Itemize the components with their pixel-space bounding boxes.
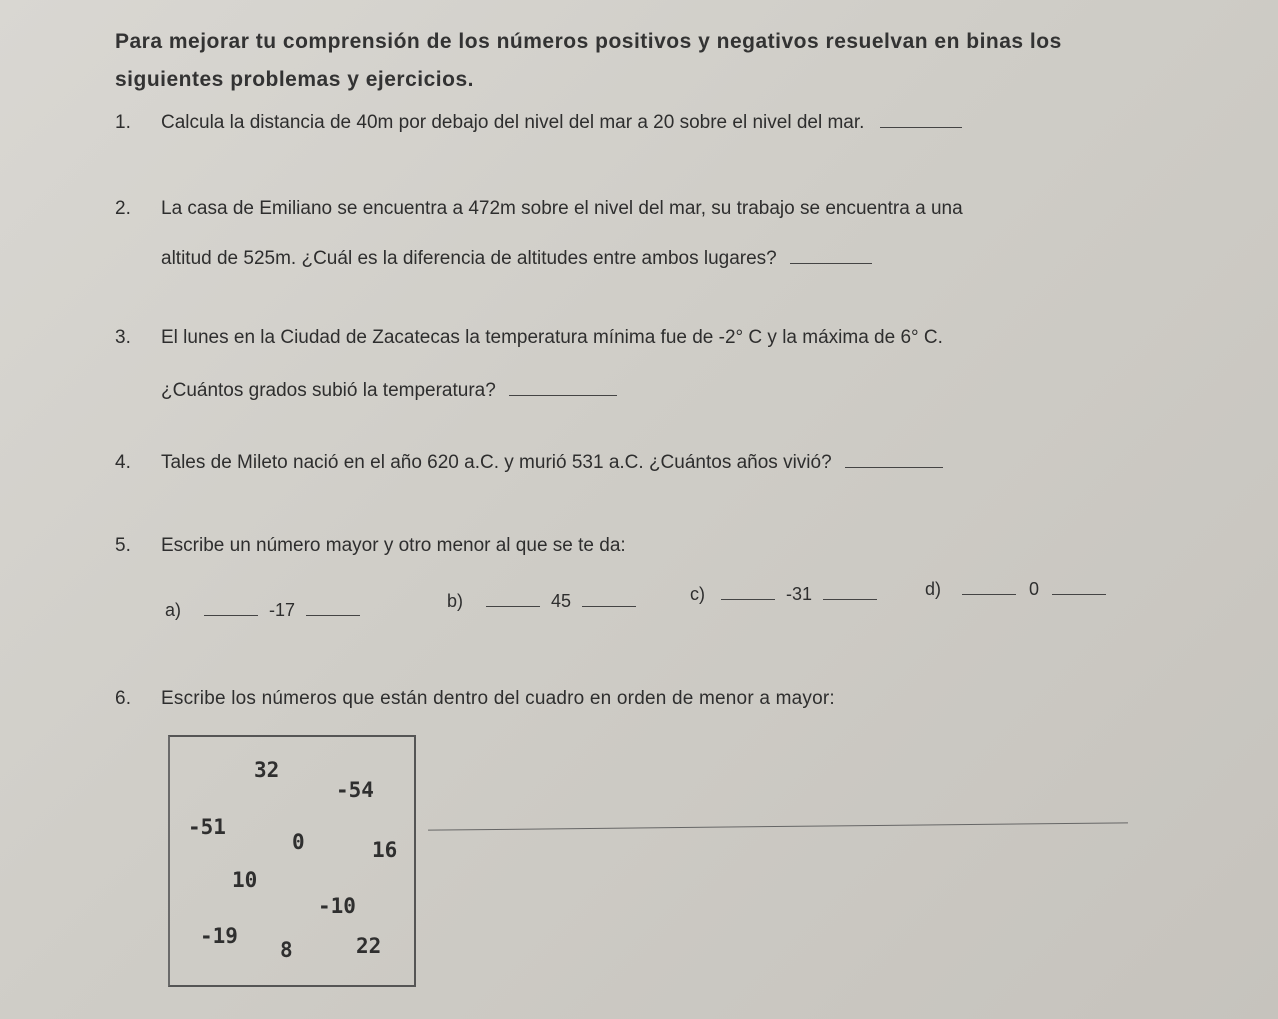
box-number: 0 xyxy=(292,830,305,854)
answer-blank[interactable] xyxy=(509,381,617,396)
box-number: 16 xyxy=(372,838,398,862)
question-number: 5. xyxy=(115,535,131,556)
question-2-line-1 xyxy=(115,198,963,220)
option-label: b) xyxy=(447,591,464,611)
question-text: Escribe los números que están dentro del cuadro en orden de menor a mayor: xyxy=(161,688,835,709)
question-text: Escribe un número mayor y otro menor al que se te da: xyxy=(161,535,626,556)
question-text: Tales de Mileto nació en el año 620 a.C. y murió 531 a.C. ¿Cuántos años vivió? xyxy=(161,452,832,473)
intro-line-1: Para mejorar tu comprensión de los números positivos y negativos resuelvan en binas los xyxy=(115,30,1062,53)
answer-blank[interactable] xyxy=(790,249,872,264)
box-number: -10 xyxy=(318,894,356,918)
intro-line-2: siguientes problemas y ejercicios. xyxy=(115,68,474,91)
question-number: 2. xyxy=(115,198,131,219)
answer-blank-lower[interactable] xyxy=(486,592,540,607)
option-value: 0 xyxy=(1029,579,1040,599)
option-label: d) xyxy=(925,579,942,599)
option-d xyxy=(925,579,1106,600)
option-label: c) xyxy=(690,584,705,604)
box-number: 22 xyxy=(356,934,382,958)
question-text: El lunes en la Ciudad de Zacatecas la temperatura mínima fue de -2° C y la máxima de 6° C. xyxy=(161,327,943,348)
question-4 xyxy=(115,452,943,474)
answer-blank-lower[interactable] xyxy=(962,580,1016,595)
question-number: 6. xyxy=(115,688,132,709)
question-3-line-1 xyxy=(115,327,943,349)
answer-blank[interactable] xyxy=(880,113,962,128)
answer-blank-higher[interactable] xyxy=(306,601,360,616)
option-a xyxy=(165,600,360,621)
option-c xyxy=(690,584,877,605)
answer-blank[interactable] xyxy=(845,453,943,468)
answer-blank-higher[interactable] xyxy=(582,592,636,607)
question-text: Calcula la distancia de 40m por debajo del nivel del mar a 20 sobre el nivel del mar. xyxy=(161,112,865,133)
option-b xyxy=(447,591,636,612)
box-number: -54 xyxy=(336,778,374,802)
question-number: 3. xyxy=(115,327,131,348)
option-value: 45 xyxy=(551,591,572,611)
option-label: a) xyxy=(165,600,182,620)
question-5 xyxy=(115,535,626,557)
answer-blank-lower[interactable] xyxy=(204,601,258,616)
question-2-line-2 xyxy=(161,248,872,270)
question-text: altitud de 525m. ¿Cuál es la diferencia de altitudes entre ambos lugares? xyxy=(161,248,777,269)
answer-blank-higher[interactable] xyxy=(823,585,877,600)
box-number: 10 xyxy=(232,868,258,892)
question-text: ¿Cuántos grados subió la temperatura? xyxy=(161,380,496,401)
answer-line[interactable] xyxy=(428,822,1128,830)
option-value: -31 xyxy=(786,584,813,604)
answer-blank-lower[interactable] xyxy=(721,585,775,600)
box-number: 32 xyxy=(254,758,280,782)
option-value: -17 xyxy=(269,600,296,620)
question-text: La casa de Emiliano se encuentra a 472m sobre el nivel del mar, su trabajo se encuentra a una xyxy=(161,198,963,219)
box-number: -19 xyxy=(200,924,238,948)
question-number: 4. xyxy=(115,452,131,473)
question-1 xyxy=(115,112,962,134)
question-3-line-2 xyxy=(161,380,617,402)
box-number: -51 xyxy=(188,815,226,839)
box-number: 8 xyxy=(280,938,293,962)
answer-blank-higher[interactable] xyxy=(1052,580,1106,595)
question-number: 1. xyxy=(115,112,131,133)
question-6 xyxy=(115,688,835,710)
